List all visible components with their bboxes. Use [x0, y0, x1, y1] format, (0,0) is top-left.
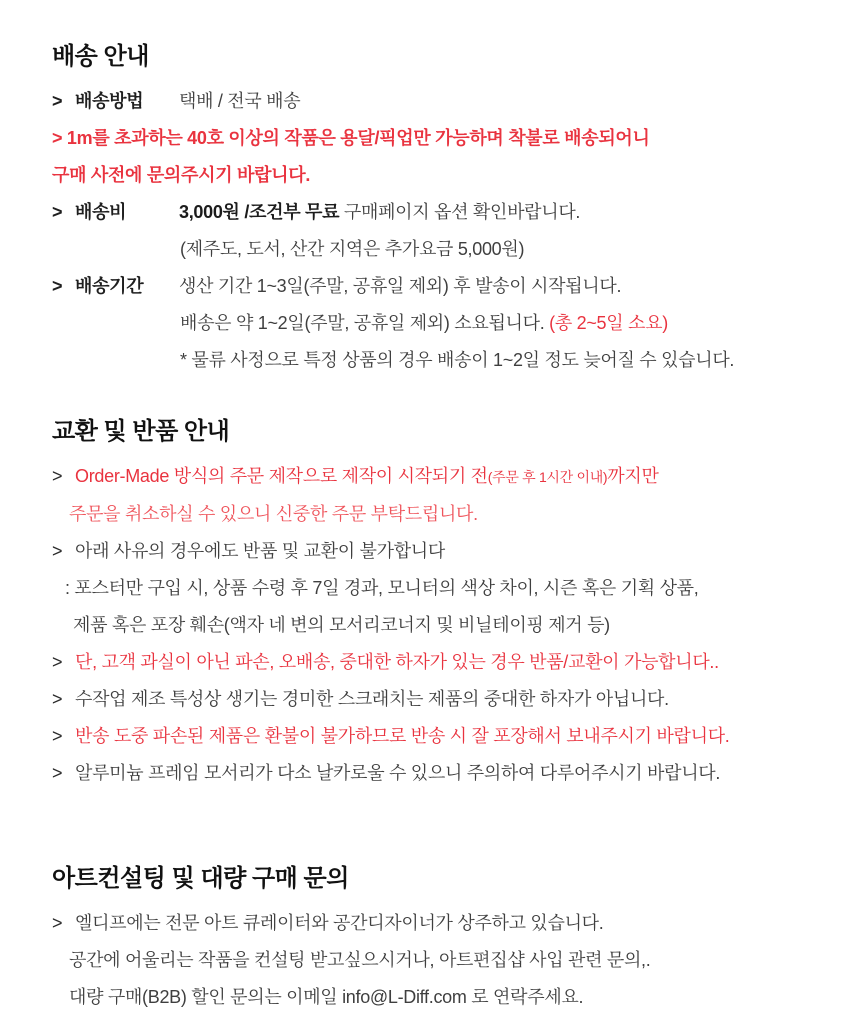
shipping-period-line2-text: 배송은 약 1~2일(주말, 공휴일 제외) 소요됩니다. — [180, 313, 550, 333]
return-allowed-line — [52, 644, 826, 681]
order-cancel-text — [75, 458, 659, 496]
email-text: info@L-Diff.com — [342, 987, 467, 1007]
order-cancel-timeframe: (주문 후 1시간 이내) — [487, 469, 608, 485]
section-shipping — [52, 42, 826, 379]
shipping-method-value: 택배 / 전국 배송 — [179, 91, 301, 111]
shipping-period-total-days: (총 2~5일 소요) — [549, 313, 668, 333]
shipping-fee-note: 구매페이지 옵션 확인바랍니다. — [339, 202, 581, 222]
shipping-section-title: 배송 안내 — [52, 43, 149, 70]
scratch-note-line — [52, 681, 826, 718]
scratch-note-text: 수작업 제조 특성상 생기는 경미한 스크래치는 제품의 중대한 하자가 아닙니다. — [75, 689, 669, 709]
chevron-marker: > — [52, 202, 63, 222]
chevron-marker: > — [52, 652, 63, 672]
consulting-line3 — [52, 979, 826, 1016]
shipping-period-line2 — [52, 305, 826, 342]
b2b-inquiry-text: 대량 구매(B2B) 할인 문의는 이메일 — [69, 987, 343, 1007]
frame-warning-text: 알루미늄 프레임 모서리가 다소 날카로울 수 있으니 주의하여 다루어주시기 바랍니다. — [75, 763, 721, 783]
frame-warning-line — [52, 755, 826, 792]
section-art-consulting — [52, 864, 826, 1016]
oversize-shipping-notice-line2: 구매 사전에 문의주시기 바랍니다. — [52, 165, 311, 185]
return-allowed-text: 단, 고객 과실이 아닌 파손, 오배송, 중대한 하자가 있는 경우 반품/교환이 가능합니다.. — [75, 652, 719, 672]
chevron-marker: > — [52, 91, 63, 111]
no-return-intro-line — [52, 533, 826, 570]
order-cancel-red-tail: 까지만 — [607, 466, 659, 486]
oversize-shipping-notice-line1: > 1m를 초과하는 40호 이상의 작품은 용달/픽업만 가능하며 착불로 배송되어니 — [52, 128, 650, 148]
shipping-period-label: 배송기간 — [75, 276, 144, 296]
no-return-cases-line2: 제품 혹은 포장 훼손(액자 네 변의 모서리코너지 및 비닐테이핑 제거 등) — [73, 615, 610, 635]
chevron-marker: > — [52, 541, 63, 561]
shipping-fee-label: 배송비 — [75, 202, 127, 222]
order-cancel-notice-line1 — [52, 458, 826, 496]
consulting-line1 — [52, 905, 826, 942]
shipping-method-label: 배송방법 — [75, 91, 144, 111]
chevron-marker: > — [52, 763, 63, 783]
shipping-period-line1: 생산 기간 1~3일(주말, 공휴일 제외) 후 발송이 시작됩니다. — [179, 276, 622, 296]
consulting-section-title: 아트컨설팅 및 대량 구매 문의 — [52, 865, 349, 892]
shipping-method-row — [52, 83, 826, 120]
exchange-section-title: 교환 및 반품 안내 — [52, 418, 230, 445]
shipping-fee-amount: 3,000원 /조건부 무료 — [179, 202, 340, 222]
shipping-fee-extra: (제주도, 도서, 산간 지역은 추가요금 5,000원) — [180, 239, 525, 259]
order-cancel-red: Order-Made 방식의 주문 제작으로 제작이 시작되기 전 — [75, 466, 488, 486]
chevron-marker: > — [52, 276, 63, 296]
chevron-marker: > — [52, 726, 63, 746]
b2b-inquiry-tail: 로 연락주세요. — [466, 987, 584, 1007]
no-return-intro-text: 아래 사유의 경우에도 반품 및 교환이 불가합니다 — [75, 541, 445, 561]
order-cancel-notice-line2: 주문을 취소하실 수 있으니 신중한 주문 부탁드립니다. — [69, 504, 478, 524]
chevron-marker: > — [52, 466, 63, 486]
shipping-fee-value — [179, 194, 826, 231]
shipping-period-row — [52, 268, 826, 305]
return-damage-line — [52, 718, 826, 755]
consulting-line2: 공간에 어울리는 작품을 컨설팅 받고싶으시거나, 아트편집샵 사입 관련 문의,. — [69, 950, 651, 970]
return-damage-text: 반송 도중 파손된 제품은 환불이 불가하므로 반송 시 잘 포장해서 보내주시기 바랍니다. — [75, 726, 730, 746]
shipping-period-line3: * 물류 사정으로 특정 상품의 경우 배송이 1~2일 정도 늦어질 수 있습니다. — [180, 350, 735, 370]
no-return-cases-line1: : 포스터만 구입 시, 상품 수령 후 7일 경과, 모니터의 색상 차이, 시즌 혹은 기획 상품, — [65, 578, 699, 598]
consulting-line1-text: 엘디프에는 전문 아트 큐레이터와 공간디자이너가 상주하고 있습니다. — [75, 913, 604, 933]
section-exchange-return — [52, 417, 826, 792]
chevron-marker: > — [52, 913, 63, 933]
shipping-fee-row — [52, 194, 826, 231]
chevron-marker: > — [52, 689, 63, 709]
